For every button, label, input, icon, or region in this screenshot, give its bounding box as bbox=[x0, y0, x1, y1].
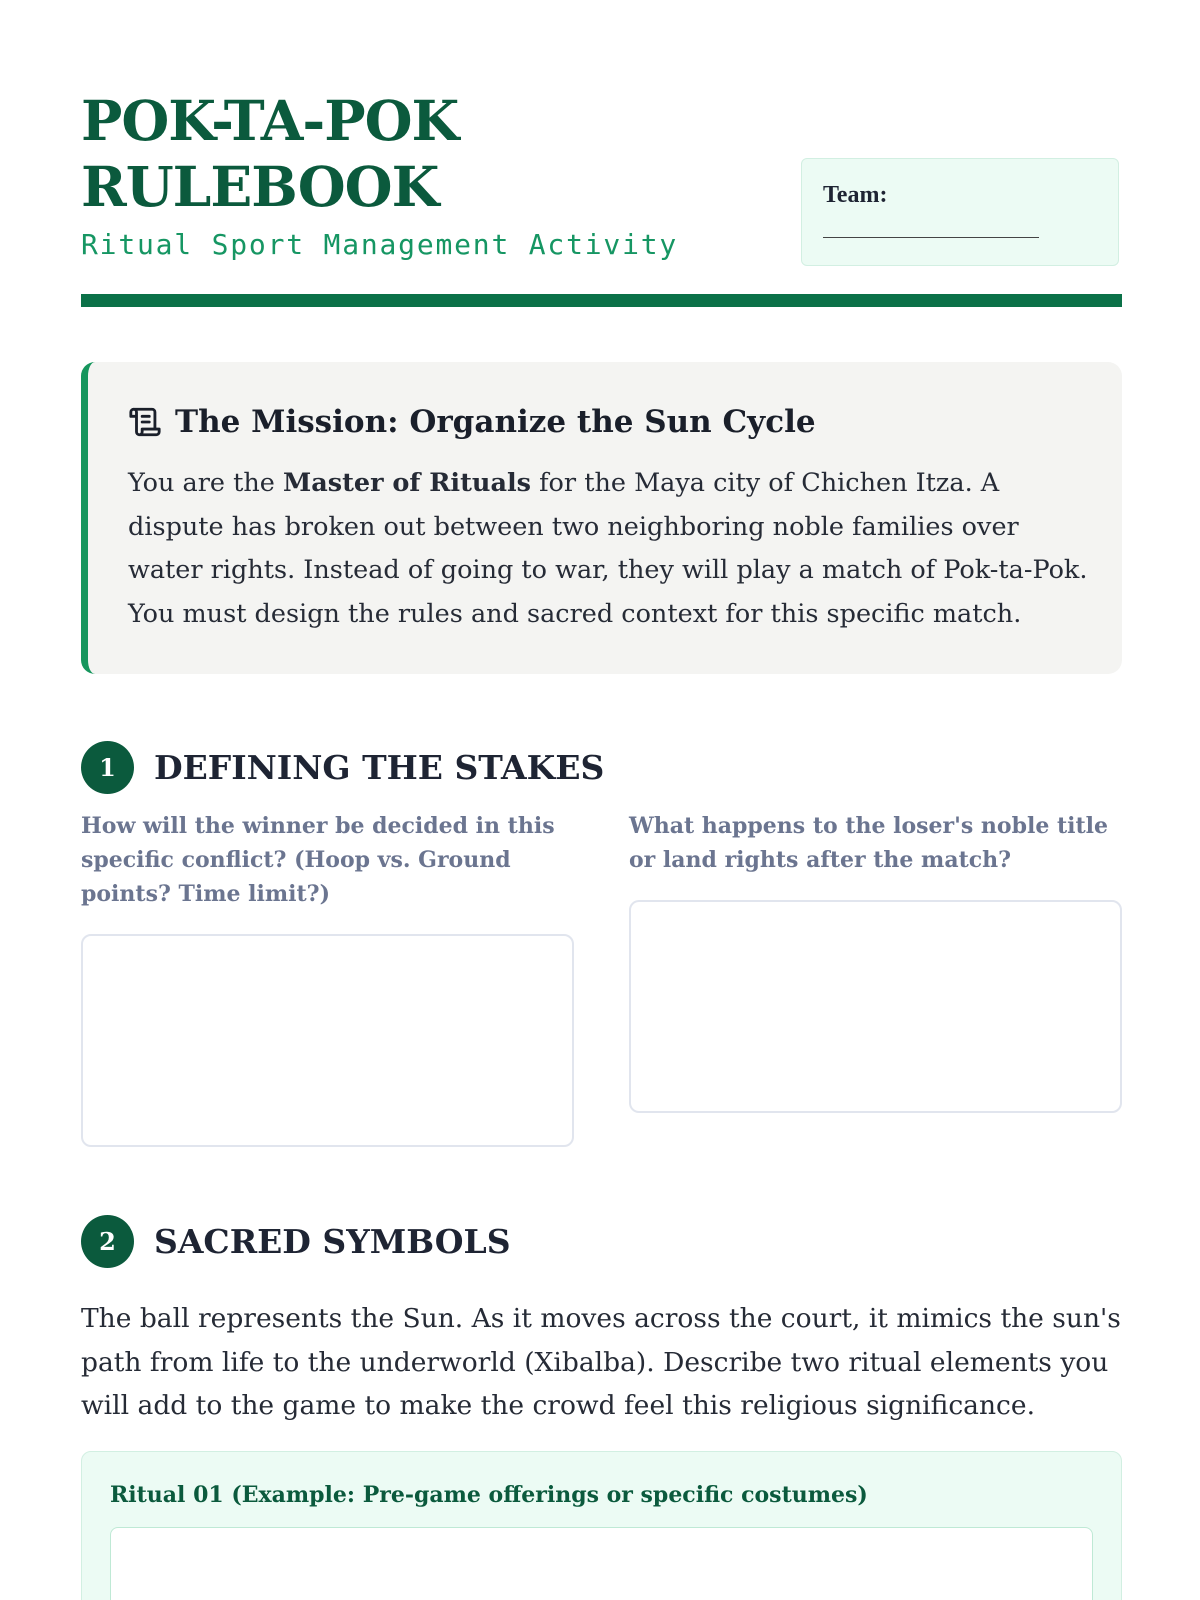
section-1-title: DEFINING THE STAKES bbox=[154, 748, 605, 787]
ritual-1-label: Ritual 01 (Example: Pre-game offerings or specific costumes) bbox=[110, 1482, 868, 1508]
mission-title: The Mission: Organize the Sun Cycle bbox=[175, 404, 816, 440]
section-2-title: SACRED SYMBOLS bbox=[154, 1222, 511, 1261]
team-name-field[interactable] bbox=[823, 237, 1039, 238]
answer-box-winner-decision[interactable] bbox=[81, 934, 574, 1147]
section-2-header bbox=[81, 1215, 511, 1268]
mission-callout bbox=[81, 362, 1122, 674]
mission-text-intro: You are the bbox=[128, 468, 283, 498]
question-loser-consequence: What happens to the loser's noble title or land rights after the match? bbox=[629, 813, 1109, 873]
page-title bbox=[81, 88, 458, 220]
section-2-number: 2 bbox=[81, 1215, 134, 1268]
question-winner-decision: How will the winner be decided in this specific conflict? (Hoop vs. Ground points? Time limit?) bbox=[81, 813, 555, 907]
answer-box-loser-consequence[interactable] bbox=[629, 900, 1122, 1113]
title-line-2: RULEBOOK bbox=[81, 154, 439, 219]
worksheet-page bbox=[81, 0, 1122, 1600]
mission-text-body: for the Maya city of Chichen Itza. A dispute has broken out between two neighboring noble families over water rights. Instead of going to war, they will play a match of Pok-ta-Pok. You must design the rules and sacred context for this specific match. bbox=[128, 468, 1088, 629]
header bbox=[81, 0, 1122, 310]
section-1-number: 1 bbox=[81, 741, 134, 794]
ritual-1-input[interactable] bbox=[110, 1527, 1093, 1600]
team-box bbox=[801, 158, 1119, 266]
ritual-card-1 bbox=[81, 1451, 1122, 1600]
mission-heading bbox=[128, 404, 816, 440]
mission-text bbox=[128, 462, 1088, 636]
section-2-description: The ball represents the Sun. As it moves across the court, it mimics the sun's path from life to the underworld (Xibalba). Describe two ritual elements you will add to the game to make the crowd feel this religious significance. bbox=[81, 1303, 1121, 1421]
mission-role: Master of Rituals bbox=[282, 468, 532, 498]
section-1-header bbox=[81, 741, 604, 794]
page-subtitle: Ritual Sport Management Activity bbox=[81, 228, 679, 261]
team-label: Team: bbox=[823, 182, 888, 208]
scroll-icon bbox=[128, 405, 162, 439]
header-divider bbox=[81, 294, 1122, 307]
title-line-1: POK-TA-POK bbox=[81, 88, 459, 153]
